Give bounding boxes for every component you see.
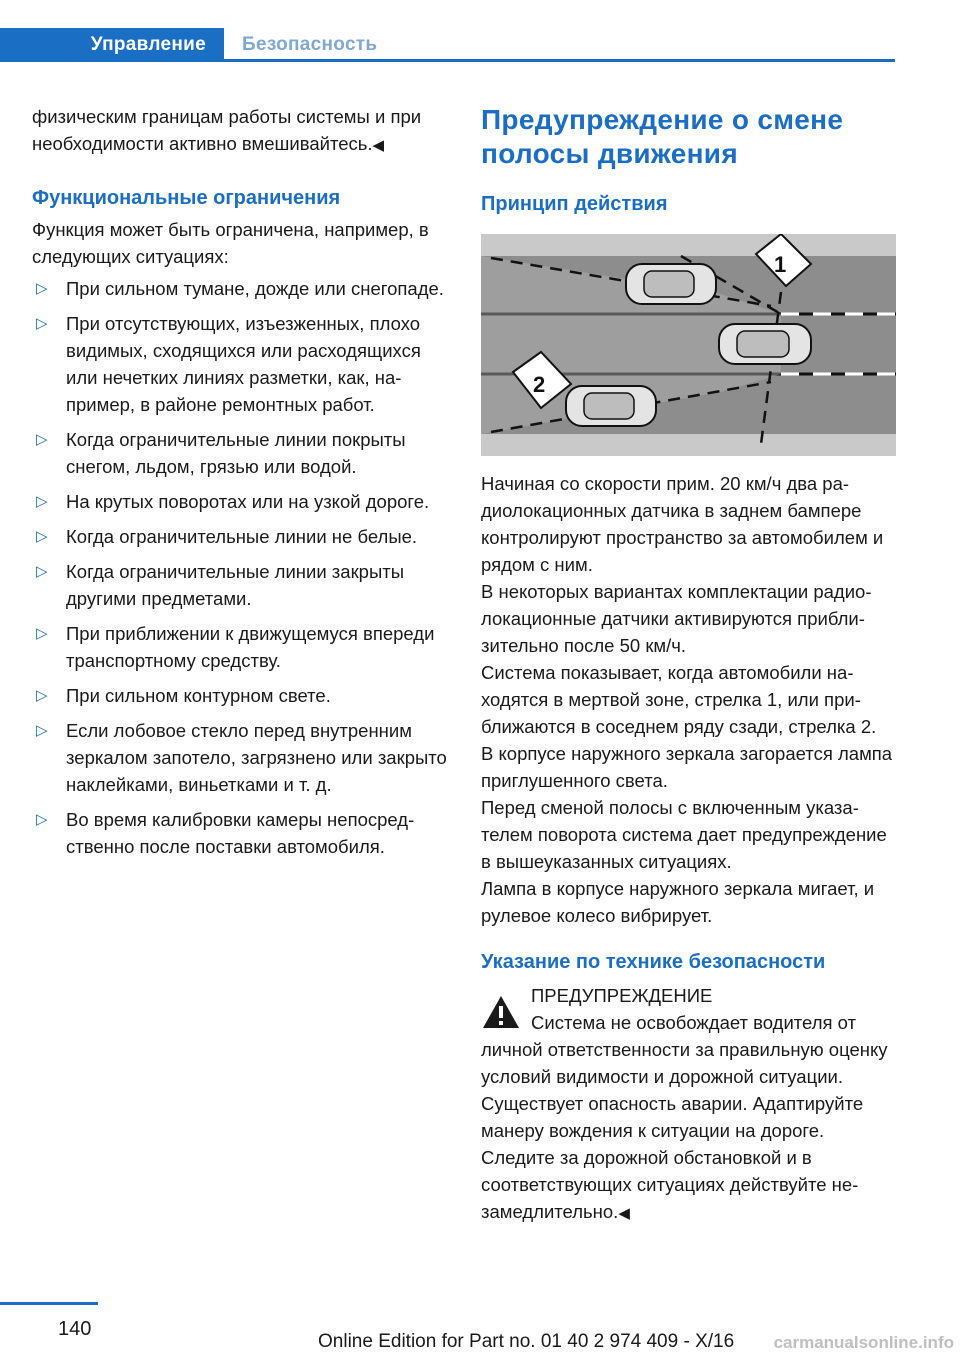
tab-bezopasnost[interactable]: Безопасность	[242, 34, 378, 55]
paragraph: Начиная со скорости прим. 20 км/ч два радиолокационных датчика в заднем бампере контролируют пространство за автомобилем и рядом с ним.	[481, 473, 884, 575]
section-title: Функциональные ограничения	[32, 187, 341, 209]
list-item: ▷ Когда ограничительные линии покрыты снегом, льдом, грязью или водой.	[32, 426, 450, 480]
page-number-rule	[0, 1302, 98, 1305]
list-item: ▷ При приближении к движущемуся впереди транспортному средству.	[32, 620, 450, 674]
bullet-triangle-icon: ▷	[36, 280, 48, 297]
left-column	[32, 103, 450, 868]
paragraph: Перед сменой полосы с включенным указателем поворота система дает предупреждение в вышеуказанных ситуациях.	[481, 797, 887, 872]
page-number: 140	[58, 1318, 92, 1340]
list-item: ▷ На крутых поворотах или на узкой дороге.	[32, 488, 450, 515]
list-item: ▷ Во время калибровки камеры непосредственно после поставки автомобиля.	[32, 806, 450, 860]
bullet-triangle-icon: ▷	[36, 625, 48, 642]
warning-block	[481, 982, 896, 1227]
list-item: ▷ Когда ограничительные линии закрыты другими предметами.	[32, 558, 450, 612]
watermark: carmanualsonline.info	[773, 1333, 954, 1352]
warning-label: ПРЕДУПРЕЖДЕНИЕ	[531, 985, 713, 1006]
header-bar	[0, 28, 895, 62]
bullet-triangle-icon: ▷	[36, 528, 48, 545]
paragraph: Система показывает, когда автомобили находятся в мертвой зоне, стрелка 1, или приближаются в соседнем ряду сзади, стрелка 2.	[481, 662, 877, 737]
bullet-triangle-icon: ▷	[36, 431, 48, 448]
page-title: Предупреждение о смене полосы движения	[481, 104, 844, 169]
car-approaching	[566, 386, 656, 426]
tab-upravlenie[interactable]	[0, 28, 224, 62]
bullet-triangle-icon: ▷	[36, 811, 48, 828]
edition-footer: Online Edition for Part no. 01 40 2 974 409 - X/16	[318, 1331, 735, 1352]
car-blind-spot	[626, 264, 716, 304]
bullet-triangle-icon: ▷	[36, 493, 48, 510]
paragraph: В некоторых вариантах комплектации радиолокационные датчики активируются приблизительно после 50 км/ч.	[481, 581, 872, 656]
bullet-triangle-icon: ▷	[36, 687, 48, 704]
list-item: ▷ Если лобовое стекло перед внутренним зеркалом запотело, загрязнено или закрыто наклейками, виньетками и т. д.	[32, 717, 450, 798]
subtitle: Принцип действия	[481, 193, 668, 215]
tab-active-label: Управление	[90, 34, 206, 55]
list-item: ▷ При сильном контурном свете.	[32, 682, 450, 709]
paragraph: Лампа в корпусе наружного зеркала мигает, и рулевое колесо вибрирует.	[481, 878, 875, 926]
car-own	[719, 324, 811, 364]
list-item: ▷ При отсутствующих, изъезженных, плохо видимых, сходящихся или расходящихся или нечетких линиях разметки, как, например, в районе ремонтных работ.	[32, 310, 450, 418]
svg-text:1: 1	[774, 252, 787, 277]
svg-text:2: 2	[533, 372, 546, 397]
limitations-list	[32, 275, 450, 860]
warning-triangle-icon	[481, 994, 521, 1030]
bullet-triangle-icon: ▷	[36, 563, 48, 580]
intro-paragraph: физическим границам работы системы и при необходимости активно вмешивайтесь.◀	[32, 106, 422, 154]
list-item: ▷ Когда ограничительные линии не белые.	[32, 523, 450, 550]
warning-text: Система не освобождает водителя от личной ответственности за правильную оценку условий видимости и дорожной ситуации. Существует опасность аварии. Адаптируйте манеру вождения к ситуации на дороге. Следите за дорожной обстановкой и в соответствующих ситуациях действуйте незамедлительно.◀	[481, 1012, 888, 1222]
end-mark-icon: ◀	[618, 1205, 630, 1222]
list-item: ▷ При сильном тумане, дожде или снегопаде.	[32, 275, 450, 302]
section-intro: Функция может быть ограничена, например, в следующих ситуациях:	[32, 219, 429, 267]
end-mark-icon: ◀	[372, 137, 385, 154]
bullet-triangle-icon: ▷	[36, 315, 48, 332]
header-rule	[224, 59, 895, 62]
paragraph: В корпусе наружного зеркала загорается лампа приглушенного света.	[481, 743, 893, 791]
bullet-triangle-icon: ▷	[36, 722, 48, 739]
lane-change-diagram	[481, 234, 896, 456]
safety-title: Указание по технике безопасности	[481, 951, 826, 973]
right-column	[481, 103, 896, 1227]
